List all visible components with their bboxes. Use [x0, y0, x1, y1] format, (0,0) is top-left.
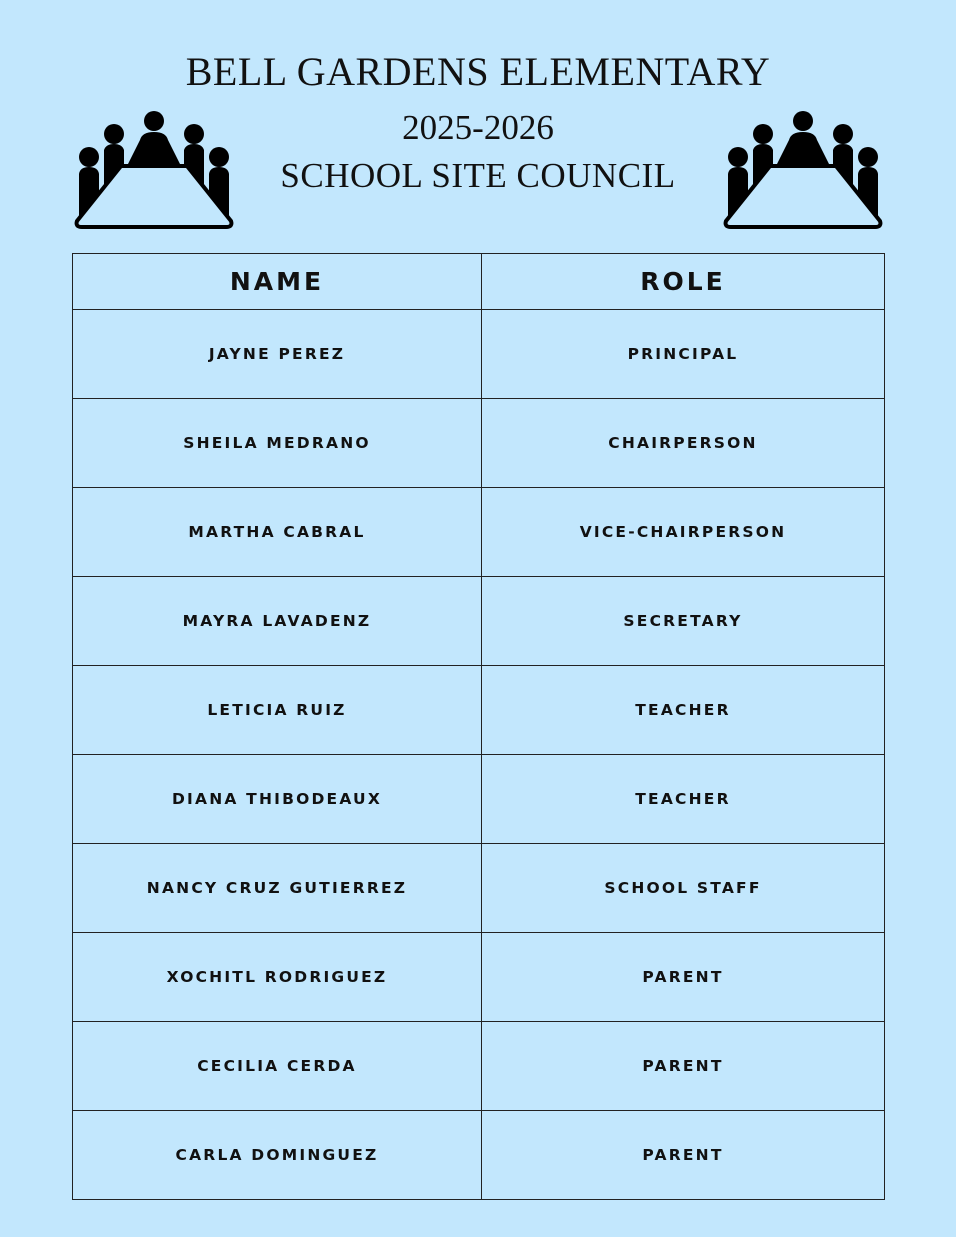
member-name: XOCHITL RODRIGUEZ [73, 933, 482, 1022]
table-row [73, 310, 885, 399]
table-header-row [73, 254, 885, 310]
member-role: TEACHER [482, 666, 885, 755]
member-role: SCHOOL STAFF [482, 844, 885, 933]
member-role: VICE-CHAIRPERSON [482, 488, 885, 577]
member-name: NANCY CRUZ GUTIERREZ [73, 844, 482, 933]
member-name: SHEILA MEDRANO [73, 399, 482, 488]
member-role: PARENT [482, 933, 885, 1022]
member-name: CARLA DOMINGUEZ [73, 1111, 482, 1200]
member-name: LETICIA RUIZ [73, 666, 482, 755]
member-role: PARENT [482, 1022, 885, 1111]
school-title: BELL GARDENS ELEMENTARY [185, 49, 771, 94]
member-role: PRINCIPAL [482, 310, 885, 399]
meeting-table-icon [723, 110, 883, 232]
council-table [72, 253, 885, 1200]
member-name: DIANA THIBODEAUX [73, 755, 482, 844]
table-row [73, 577, 885, 666]
table-row [73, 488, 885, 577]
table-row [73, 666, 885, 755]
member-name: JAYNE PEREZ [73, 310, 482, 399]
table-row [73, 1022, 885, 1111]
column-header-name: NAME [73, 254, 482, 310]
table-row [73, 399, 885, 488]
table-row [73, 844, 885, 933]
member-role: SECRETARY [482, 577, 885, 666]
meeting-table-icon [74, 110, 234, 232]
table-row [73, 933, 885, 1022]
school-year: 2025-2026 [402, 108, 554, 147]
member-role: CHAIRPERSON [482, 399, 885, 488]
member-name: MARTHA CABRAL [73, 488, 482, 577]
table-row [73, 1111, 885, 1200]
member-name: MAYRA LAVADENZ [73, 577, 482, 666]
member-role: PARENT [482, 1111, 885, 1200]
council-title: SCHOOL SITE COUNCIL [280, 156, 676, 195]
column-header-role: ROLE [482, 254, 885, 310]
member-name: CECILIA CERDA [73, 1022, 482, 1111]
table-row [73, 755, 885, 844]
member-role: TEACHER [482, 755, 885, 844]
